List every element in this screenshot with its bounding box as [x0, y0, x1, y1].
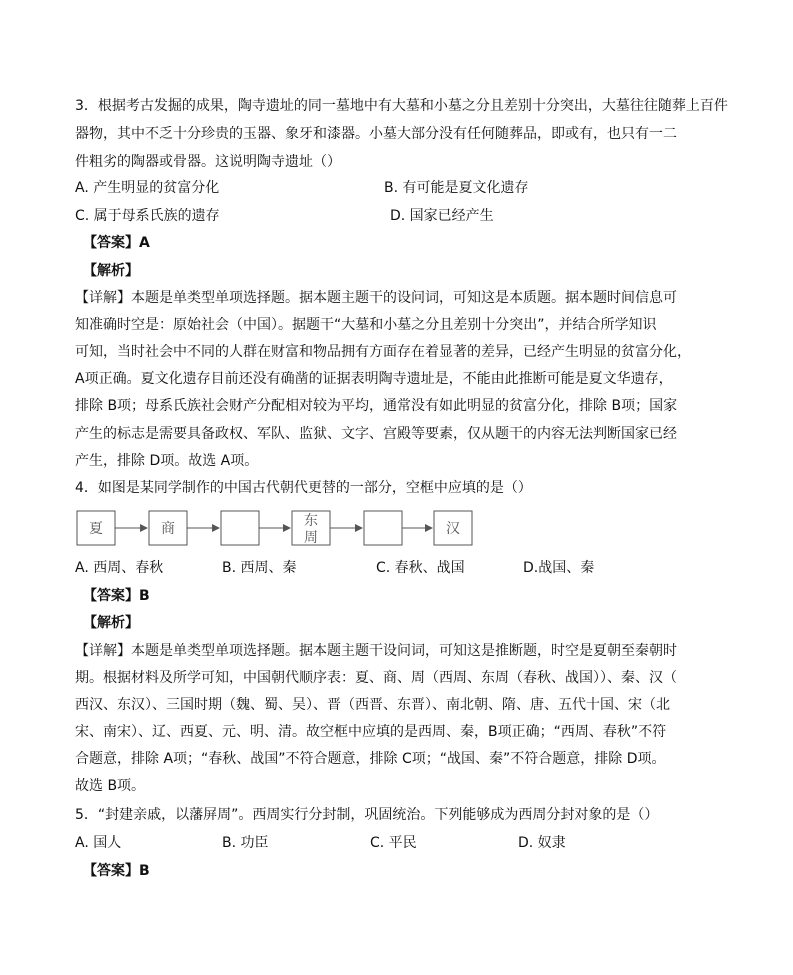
q4-option-c: C. 春秋、战国: [376, 560, 465, 576]
q5-option-d: D. 奴隶: [518, 835, 566, 851]
q5-answer: 【答案】B: [83, 863, 150, 879]
q5-option-b: B. 功臣: [222, 835, 269, 851]
q3-detail-line-5: 排除 B项；母系氏族社会财产分配相对较为平均，通常没有如此明显的贫富分化，排除 B项；国家: [75, 398, 678, 414]
flow-label-dong: 东: [304, 513, 318, 529]
flow-label-xia: 夏: [89, 521, 103, 537]
q3-option-d: D. 国家已经产生: [390, 208, 494, 224]
q3-stem-line-2: 器物，其中不乏十分珍贵的玉器、象牙和漆器。小墓大部分没有任何随葬品，即或有，也只有一二: [75, 126, 677, 142]
q3-option-b: B. 有可能是夏文化遗存: [384, 180, 529, 196]
q3-stem-line-3: 件粗劣的陶器或骨器。这说明陶寺遗址（）: [75, 154, 341, 170]
q5-stem: 5．“封建亲戚，以藩屏周”。西周实行分封制，巩固统治。下列能够成为西周分封对象的是（）: [75, 807, 659, 823]
q4-detail-line-3: 西汉、东汉）、三国时期（魏、蜀、吴）、晋（西晋、东晋）、南北朝、隋、唐、五代十国、宋（北: [75, 697, 670, 713]
q4-detail-line-4: 宋、南宋）、辽、西夏、元、明、清。故空框中应填的是西周、秦，B项正确；“西周、春秋”不符: [75, 724, 667, 740]
q3-option-c: C. 属于母系氏族的遗存: [75, 208, 220, 224]
q4-detail-line-5: 合题意，排除 A项；“春秋、战国”不符合题意，排除 C项；“战国、秦”不符合题意，排除 D项。: [75, 751, 666, 767]
q4-option-a: A. 西周、春秋: [75, 560, 164, 576]
q4-analysis-label: 【解析】: [83, 615, 139, 631]
flow-label-shang: 商: [161, 521, 175, 537]
q3-stem-line-1: 3．根据考古发掘的成果，陶寺遗址的同一墓地中有大墓和小墓之分且差别十分突出，大墓往往随葬上百件: [75, 98, 728, 114]
q5-option-c: C. 平民: [370, 835, 417, 851]
q3-detail-line-3: 可知，当时社会中不同的人群在财富和物品拥有方面存在着显著的差异，已经产生明显的贫富分化，: [75, 344, 691, 360]
q3-detail-line-1: 【详解】本题是单类型单项选择题。据本题主题干的设问词，可知这是本质题。据本题时间信息可: [75, 290, 677, 306]
q4-detail-line-6: 故选 B项。: [75, 778, 146, 794]
q3-detail-line-7: 产生，排除 D项。故选 A项。: [75, 453, 259, 469]
q4-detail-line-1: 【详解】本题是单类型单项选择题。据本题主题干设问词，可知这是推断题，时空是夏朝至秦朝时: [75, 643, 677, 659]
q3-detail-line-6: 产生的标志是需要具备政权、军队、监狱、文字、宫殿等要素，仅从题干的内容无法判断国家已经: [75, 426, 677, 442]
q4-stem: 4．如图是某同学制作的中国古代朝代更替的一部分，空框中应填的是（）: [75, 480, 532, 496]
q4-option-d: D.战国、秦: [523, 560, 595, 576]
flow-label-zhou: 周: [304, 530, 318, 546]
q3-analysis-label: 【解析】: [83, 263, 139, 279]
q3-option-a: A. 产生明显的贫富分化: [75, 180, 220, 196]
flow-box-blank-1: [221, 511, 259, 545]
q3-detail-line-2: 知准确时空是：原始社会（中国）。据题干“大墓和小墓之分且差别十分突出”，并结合所学知识: [75, 317, 657, 333]
q5-option-a: A. 国人: [75, 835, 122, 851]
q4-answer: 【答案】B: [83, 588, 150, 604]
q3-answer: 【答案】A: [83, 235, 150, 251]
flow-box-blank-2: [364, 511, 402, 545]
q4-option-b: B. 西周、秦: [222, 560, 297, 576]
flow-label-han: 汉: [446, 521, 460, 537]
q3-detail-line-4: A项正确。夏文化遗存目前还没有确凿的证据表明陶寺遗址是，不能由此推断可能是夏文华遗存，: [75, 371, 673, 387]
q4-detail-line-2: 期。根据材料及所学可知，中国朝代顺序表：夏、商、周（西周、东周（春秋、战国））、秦、汉（: [75, 670, 677, 686]
